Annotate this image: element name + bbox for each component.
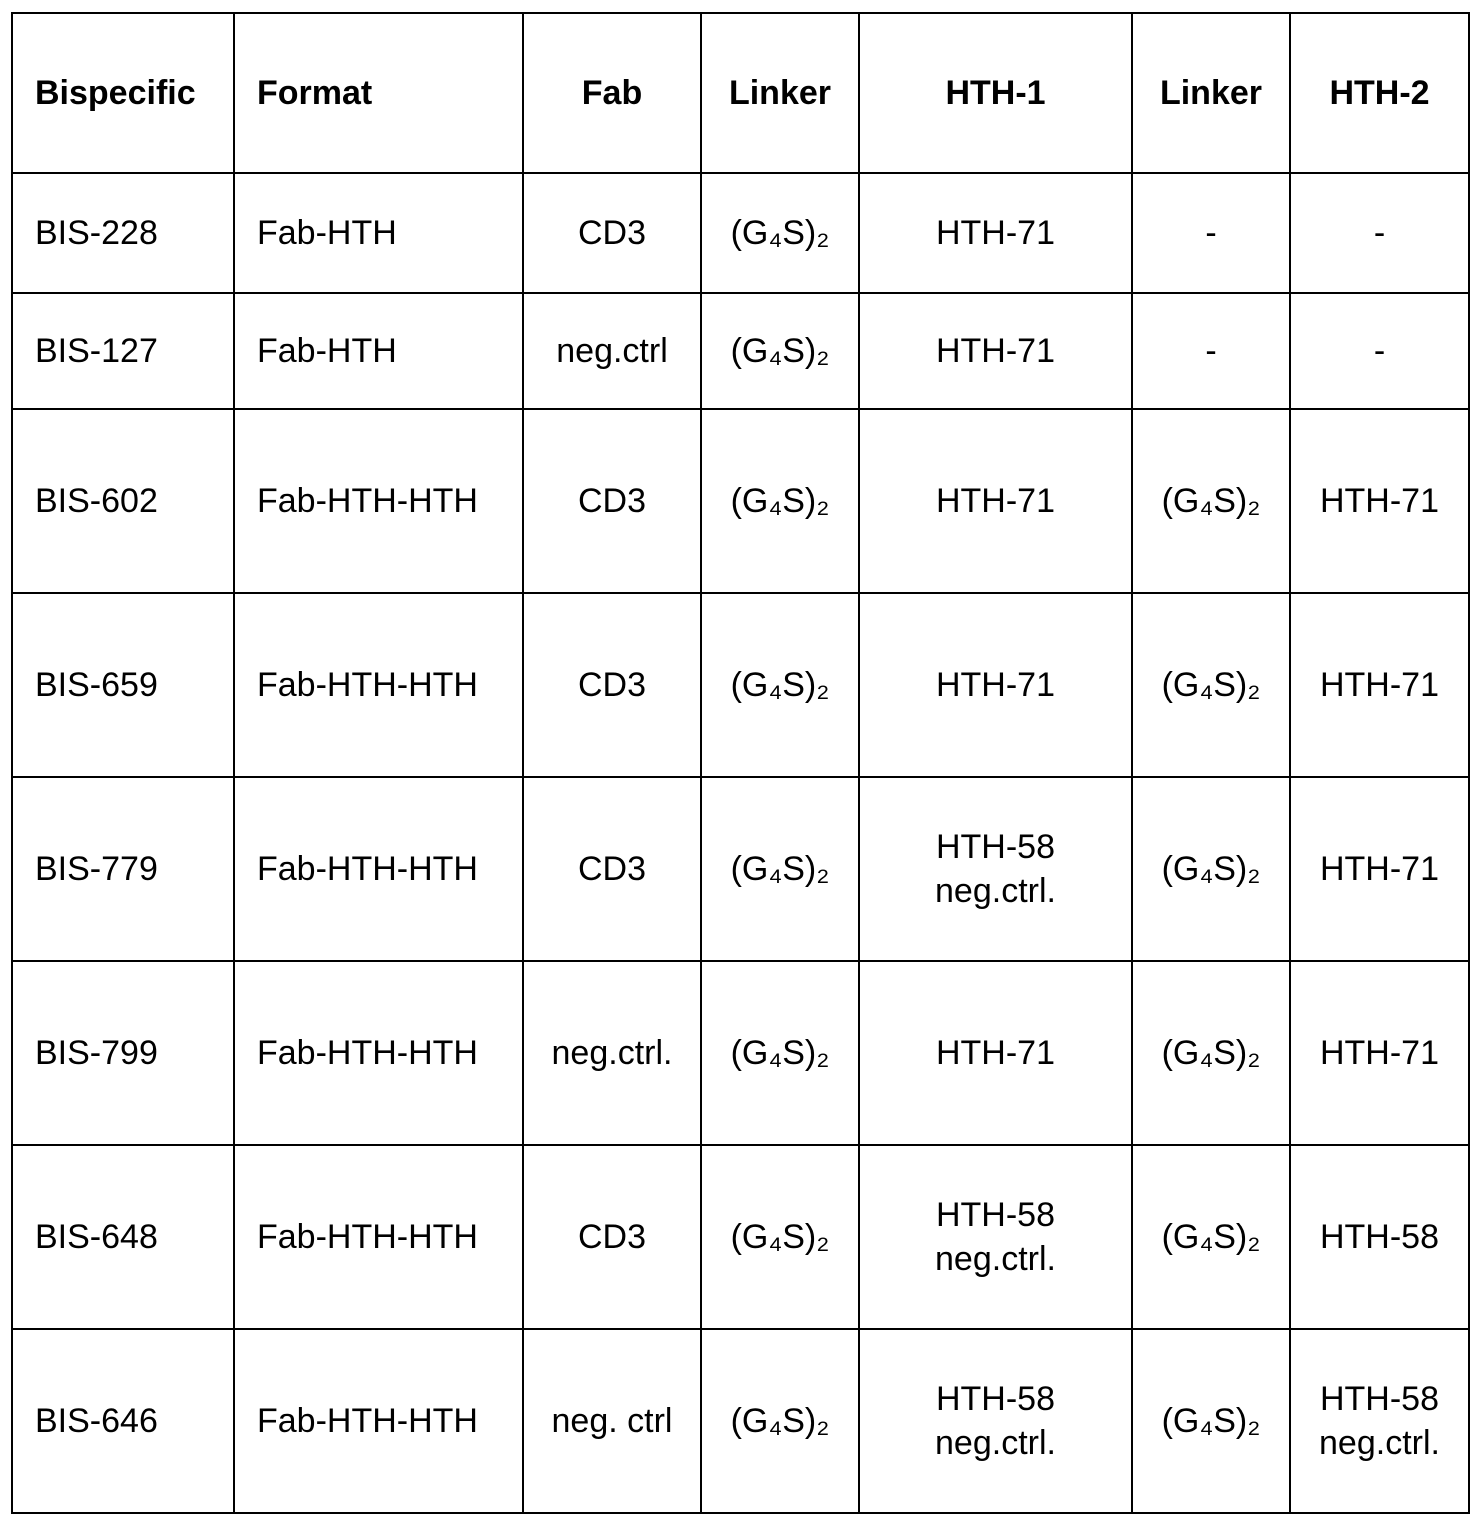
cell-hth-2: HTH-71 [1290,409,1469,593]
bispecific-table [11,12,1470,1514]
cell-hth-1: HTH-71 [859,409,1132,593]
table-row [12,593,1469,777]
header-linker-2: Linker [1132,13,1290,173]
cell-fab: neg.ctrl. [523,961,701,1145]
cell-hth-2: - [1290,293,1469,409]
cell-format: Fab-HTH-HTH [234,1145,523,1329]
cell-format: Fab-HTH-HTH [234,409,523,593]
cell-format: Fab-HTH [234,173,523,293]
header-row [12,13,1469,173]
cell-fab: CD3 [523,409,701,593]
cell-linker-1: (G₄S)₂ [701,293,859,409]
cell-hth-2: HTH-58 neg.ctrl. [1290,1329,1469,1513]
cell-linker-1: (G₄S)₂ [701,173,859,293]
cell-linker-2: - [1132,293,1290,409]
cell-linker-2: (G₄S)₂ [1132,1329,1290,1513]
cell-fab: neg.ctrl [523,293,701,409]
table-row [12,1145,1469,1329]
cell-format: Fab-HTH-HTH [234,1329,523,1513]
cell-linker-1: (G₄S)₂ [701,593,859,777]
cell-bispecific: BIS-659 [12,593,234,777]
cell-format: Fab-HTH-HTH [234,777,523,961]
table-row [12,293,1469,409]
cell-fab: neg. ctrl [523,1329,701,1513]
cell-hth-2: - [1290,173,1469,293]
cell-fab: CD3 [523,777,701,961]
table-row [12,409,1469,593]
cell-linker-1: (G₄S)₂ [701,961,859,1145]
cell-hth-1: HTH-71 [859,293,1132,409]
cell-format: Fab-HTH-HTH [234,593,523,777]
cell-bispecific: BIS-648 [12,1145,234,1329]
cell-linker-2: (G₄S)₂ [1132,777,1290,961]
cell-linker-1: (G₄S)₂ [701,409,859,593]
cell-hth-1: HTH-71 [859,961,1132,1145]
cell-linker-2: (G₄S)₂ [1132,1145,1290,1329]
header-fab: Fab [523,13,701,173]
header-linker-1: Linker [701,13,859,173]
cell-hth-1: HTH-58 neg.ctrl. [859,1329,1132,1513]
cell-linker-2: (G₄S)₂ [1132,409,1290,593]
header-hth-1: HTH-1 [859,13,1132,173]
header-bispecific: Bispecific [12,13,234,173]
cell-fab: CD3 [523,593,701,777]
cell-hth-2: HTH-71 [1290,961,1469,1145]
cell-hth-1: HTH-58 neg.ctrl. [859,1145,1132,1329]
cell-linker-1: (G₄S)₂ [701,1145,859,1329]
cell-format: Fab-HTH-HTH [234,961,523,1145]
table-row [12,173,1469,293]
header-format: Format [234,13,523,173]
cell-hth-2: HTH-71 [1290,593,1469,777]
cell-linker-1: (G₄S)₂ [701,1329,859,1513]
table-row [12,777,1469,961]
table-row [12,961,1469,1145]
header-hth-2: HTH-2 [1290,13,1469,173]
cell-bispecific: BIS-799 [12,961,234,1145]
cell-linker-2: - [1132,173,1290,293]
cell-bispecific: BIS-228 [12,173,234,293]
cell-linker-1: (G₄S)₂ [701,777,859,961]
cell-bispecific: BIS-779 [12,777,234,961]
cell-hth-1: HTH-71 [859,593,1132,777]
cell-hth-2: HTH-58 [1290,1145,1469,1329]
cell-hth-1: HTH-58 neg.ctrl. [859,777,1132,961]
cell-linker-2: (G₄S)₂ [1132,961,1290,1145]
cell-linker-2: (G₄S)₂ [1132,593,1290,777]
cell-format: Fab-HTH [234,293,523,409]
cell-fab: CD3 [523,173,701,293]
cell-bispecific: BIS-602 [12,409,234,593]
cell-bispecific: BIS-646 [12,1329,234,1513]
cell-fab: CD3 [523,1145,701,1329]
table-row [12,1329,1469,1513]
cell-hth-2: HTH-71 [1290,777,1469,961]
cell-hth-1: HTH-71 [859,173,1132,293]
cell-bispecific: BIS-127 [12,293,234,409]
